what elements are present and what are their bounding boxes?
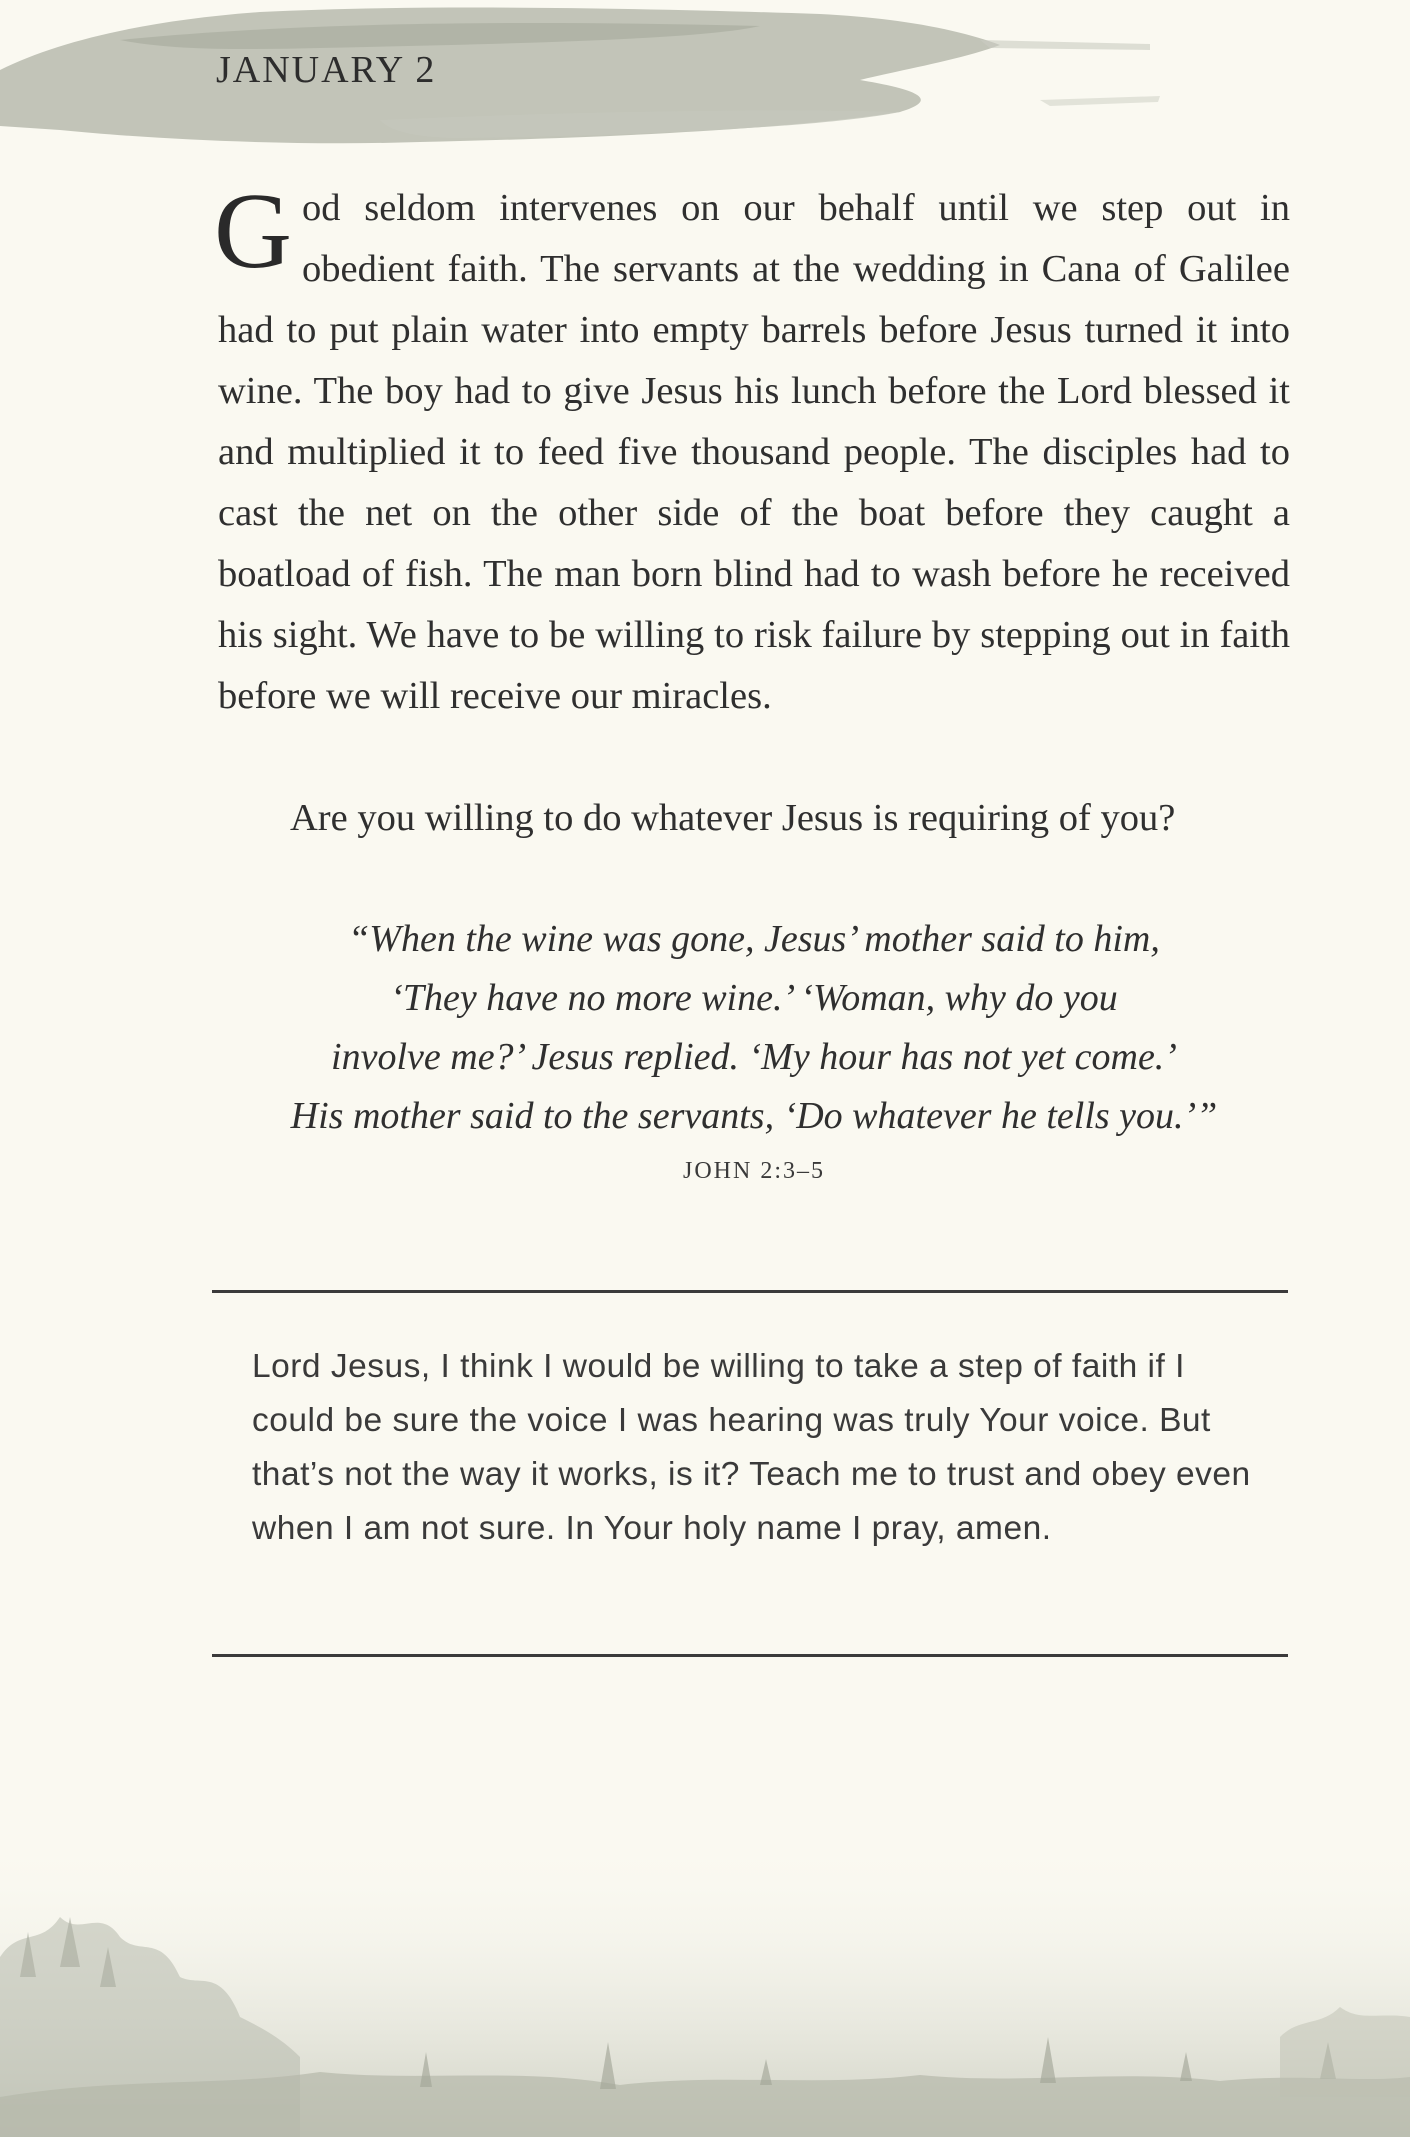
devotion-paragraph <box>214 172 1290 727</box>
brush-stroke-decoration <box>0 0 1160 170</box>
scripture-line: involve me?’ Jesus replied. ‘My hour has not yet come.’ <box>331 1036 1177 1078</box>
drop-cap: G <box>214 172 292 291</box>
date-heading: JANUARY 2 <box>216 49 437 91</box>
scripture-line: ‘They have no more wine.’ ‘Woman, why do you <box>390 977 1118 1019</box>
scripture-block <box>218 910 1290 1185</box>
reflection-question: Are you willing to do whatever Jesus is requiring of you? <box>290 797 1176 839</box>
prayer-text: Lord Jesus, I think I would be willing to take a step of faith if I could be sure the voice I was hearing was truly Your voice. But that’s not the way it works, is it? Teach me to trust and obey even when I am not sure. In Your holy name I pray, amen. <box>252 1348 1251 1547</box>
divider-bottom <box>212 1654 1288 1657</box>
scripture-reference: JOHN 2:3–5 <box>682 1158 825 1184</box>
divider-top <box>212 1290 1288 1293</box>
scripture-line: “When the wine was gone, Jesus’ mother said to him, <box>348 918 1160 960</box>
devotion-paragraph-text: od seldom intervenes on our behalf until we step out in obedient faith. The servants at the wedding in Cana of Galilee had to put plain water into empty barrels before Jesus turned it into wine. The boy had to give Jesus his lunch before the Lord blessed it and multiplied it to feed five thousand people. The disciples had to cast the net on the other side of the boat before they caught a boatload of fish. The man born blind had to wash before he received his sight. We have to be willing to risk failure by stepping out in faith before we will receive our miracles. <box>218 187 1290 717</box>
scripture-line: His mother said to the servants, ‘Do whatever he tells you.’” <box>290 1095 1218 1137</box>
landscape-decoration <box>0 1837 1410 2137</box>
